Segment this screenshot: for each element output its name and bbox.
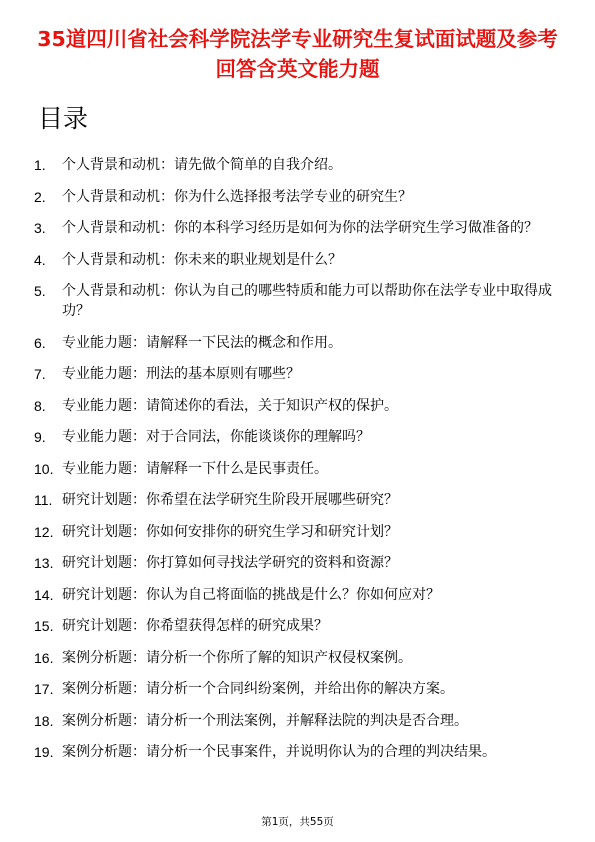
toc-item-text: 案例分析题：请分析一个合同纠纷案例，并给出你的解决方案。 [62,681,454,697]
toc-item-text: 案例分析题：请分析一个你所了解的知识产权侵权案例。 [62,649,412,666]
toc-item-text: 案例分析题：请分析一个刑法案例，并解释法院的判决是否合理。 [62,712,468,729]
toc-item-text: 个人背景和动机：你认为自己的哪些特质和能力可以帮助你在法学专业中取得成功？ [62,283,552,319]
toc-item[interactable] [0,522,595,542]
toc-item-number: 15. [34,618,54,634]
toc-item[interactable] [0,679,595,699]
toc-item-number: 13. [34,555,54,571]
toc-item[interactable] [0,427,595,447]
toc-item-number: 19. [34,744,54,760]
toc-item-text: 案例分析题：请分析一个民事案件，并说明你认为的合理的判决结果。 [62,744,496,760]
toc-item[interactable] [0,281,595,321]
toc-item-text: 研究计划题：你希望在法学研究生阶段开展哪些研究？ [62,492,398,508]
toc-item-text: 专业能力题：请解释一下民法的概念和作用。 [62,334,342,351]
toc-item[interactable] [0,218,595,238]
toc-item-text: 专业能力题：请解释一下什么是民事责任。 [62,460,328,477]
toc-item-text: 研究计划题：你希望获得怎样的研究成果？ [62,618,328,634]
toc-item-number: 3. [34,220,46,236]
toc-item-text: 个人背景和动机：你未来的职业规划是什么？ [62,251,342,268]
toc-item[interactable] [0,553,595,573]
toc-item-number: 5. [34,283,46,299]
toc-item-number: 6. [34,334,46,351]
toc-item-number: 7. [34,366,46,382]
toc-item[interactable] [0,250,595,270]
toc-item[interactable] [0,396,595,416]
toc-item-number: 14. [34,586,54,603]
toc-item-text: 专业能力题：对于合同法，你能谈谈你的理解吗？ [62,429,370,445]
toc-item-number: 12. [34,523,54,540]
toc-item-text: 专业能力题：请简述你的看法，关于知识产权的保护。 [62,397,398,414]
toc-item[interactable] [0,155,595,175]
toc-item[interactable] [0,616,595,636]
toc-item-number: 16. [34,649,54,666]
toc-item[interactable] [0,585,595,605]
toc-item[interactable] [0,742,595,762]
toc-item-text: 研究计划题：你如何安排你的研究生学习和研究计划？ [62,523,398,540]
toc-item-number: 11. [34,492,53,508]
toc-item-number: 4. [34,251,46,268]
toc-item-number: 1. [34,157,46,173]
toc-item-text: 个人背景和动机：你的本科学习经历是如何为你的法学研究生学习做准备的？ [62,220,538,236]
toc-item[interactable] [0,364,595,384]
toc-item-text: 研究计划题：你打算如何寻找法学研究的资料和资源？ [62,555,398,571]
toc-item[interactable] [0,187,595,207]
toc-item-text: 专业能力题：刑法的基本原则有哪些？ [62,366,300,382]
toc-item[interactable] [0,648,595,668]
document-title: 35道四川省社会科学院法学专业研究生复试面试题及参考回答含英文能力题 [37,27,558,81]
toc-item[interactable] [0,490,595,510]
toc-item-number: 8. [34,397,46,414]
toc-item-text: 研究计划题：你认为自己将面临的挑战是什么？你如何应对？ [62,586,440,603]
toc-item-number: 10. [34,460,54,477]
toc-item[interactable] [0,459,595,479]
toc-item-number: 18. [34,712,54,729]
toc-item-text: 个人背景和动机：请先做个简单的自我介绍。 [62,157,342,173]
toc-heading: 目录 [38,104,89,133]
toc-item-number: 2. [34,188,46,205]
toc-item[interactable] [0,333,595,353]
toc-list [0,155,595,774]
toc-item-text: 个人背景和动机：你为什么选择报考法学专业的研究生？ [62,188,412,205]
toc-item-number: 17. [34,681,54,697]
page-footer: 第1页，共55页 [261,816,334,828]
toc-item[interactable] [0,711,595,731]
toc-item-number: 9. [34,429,46,445]
